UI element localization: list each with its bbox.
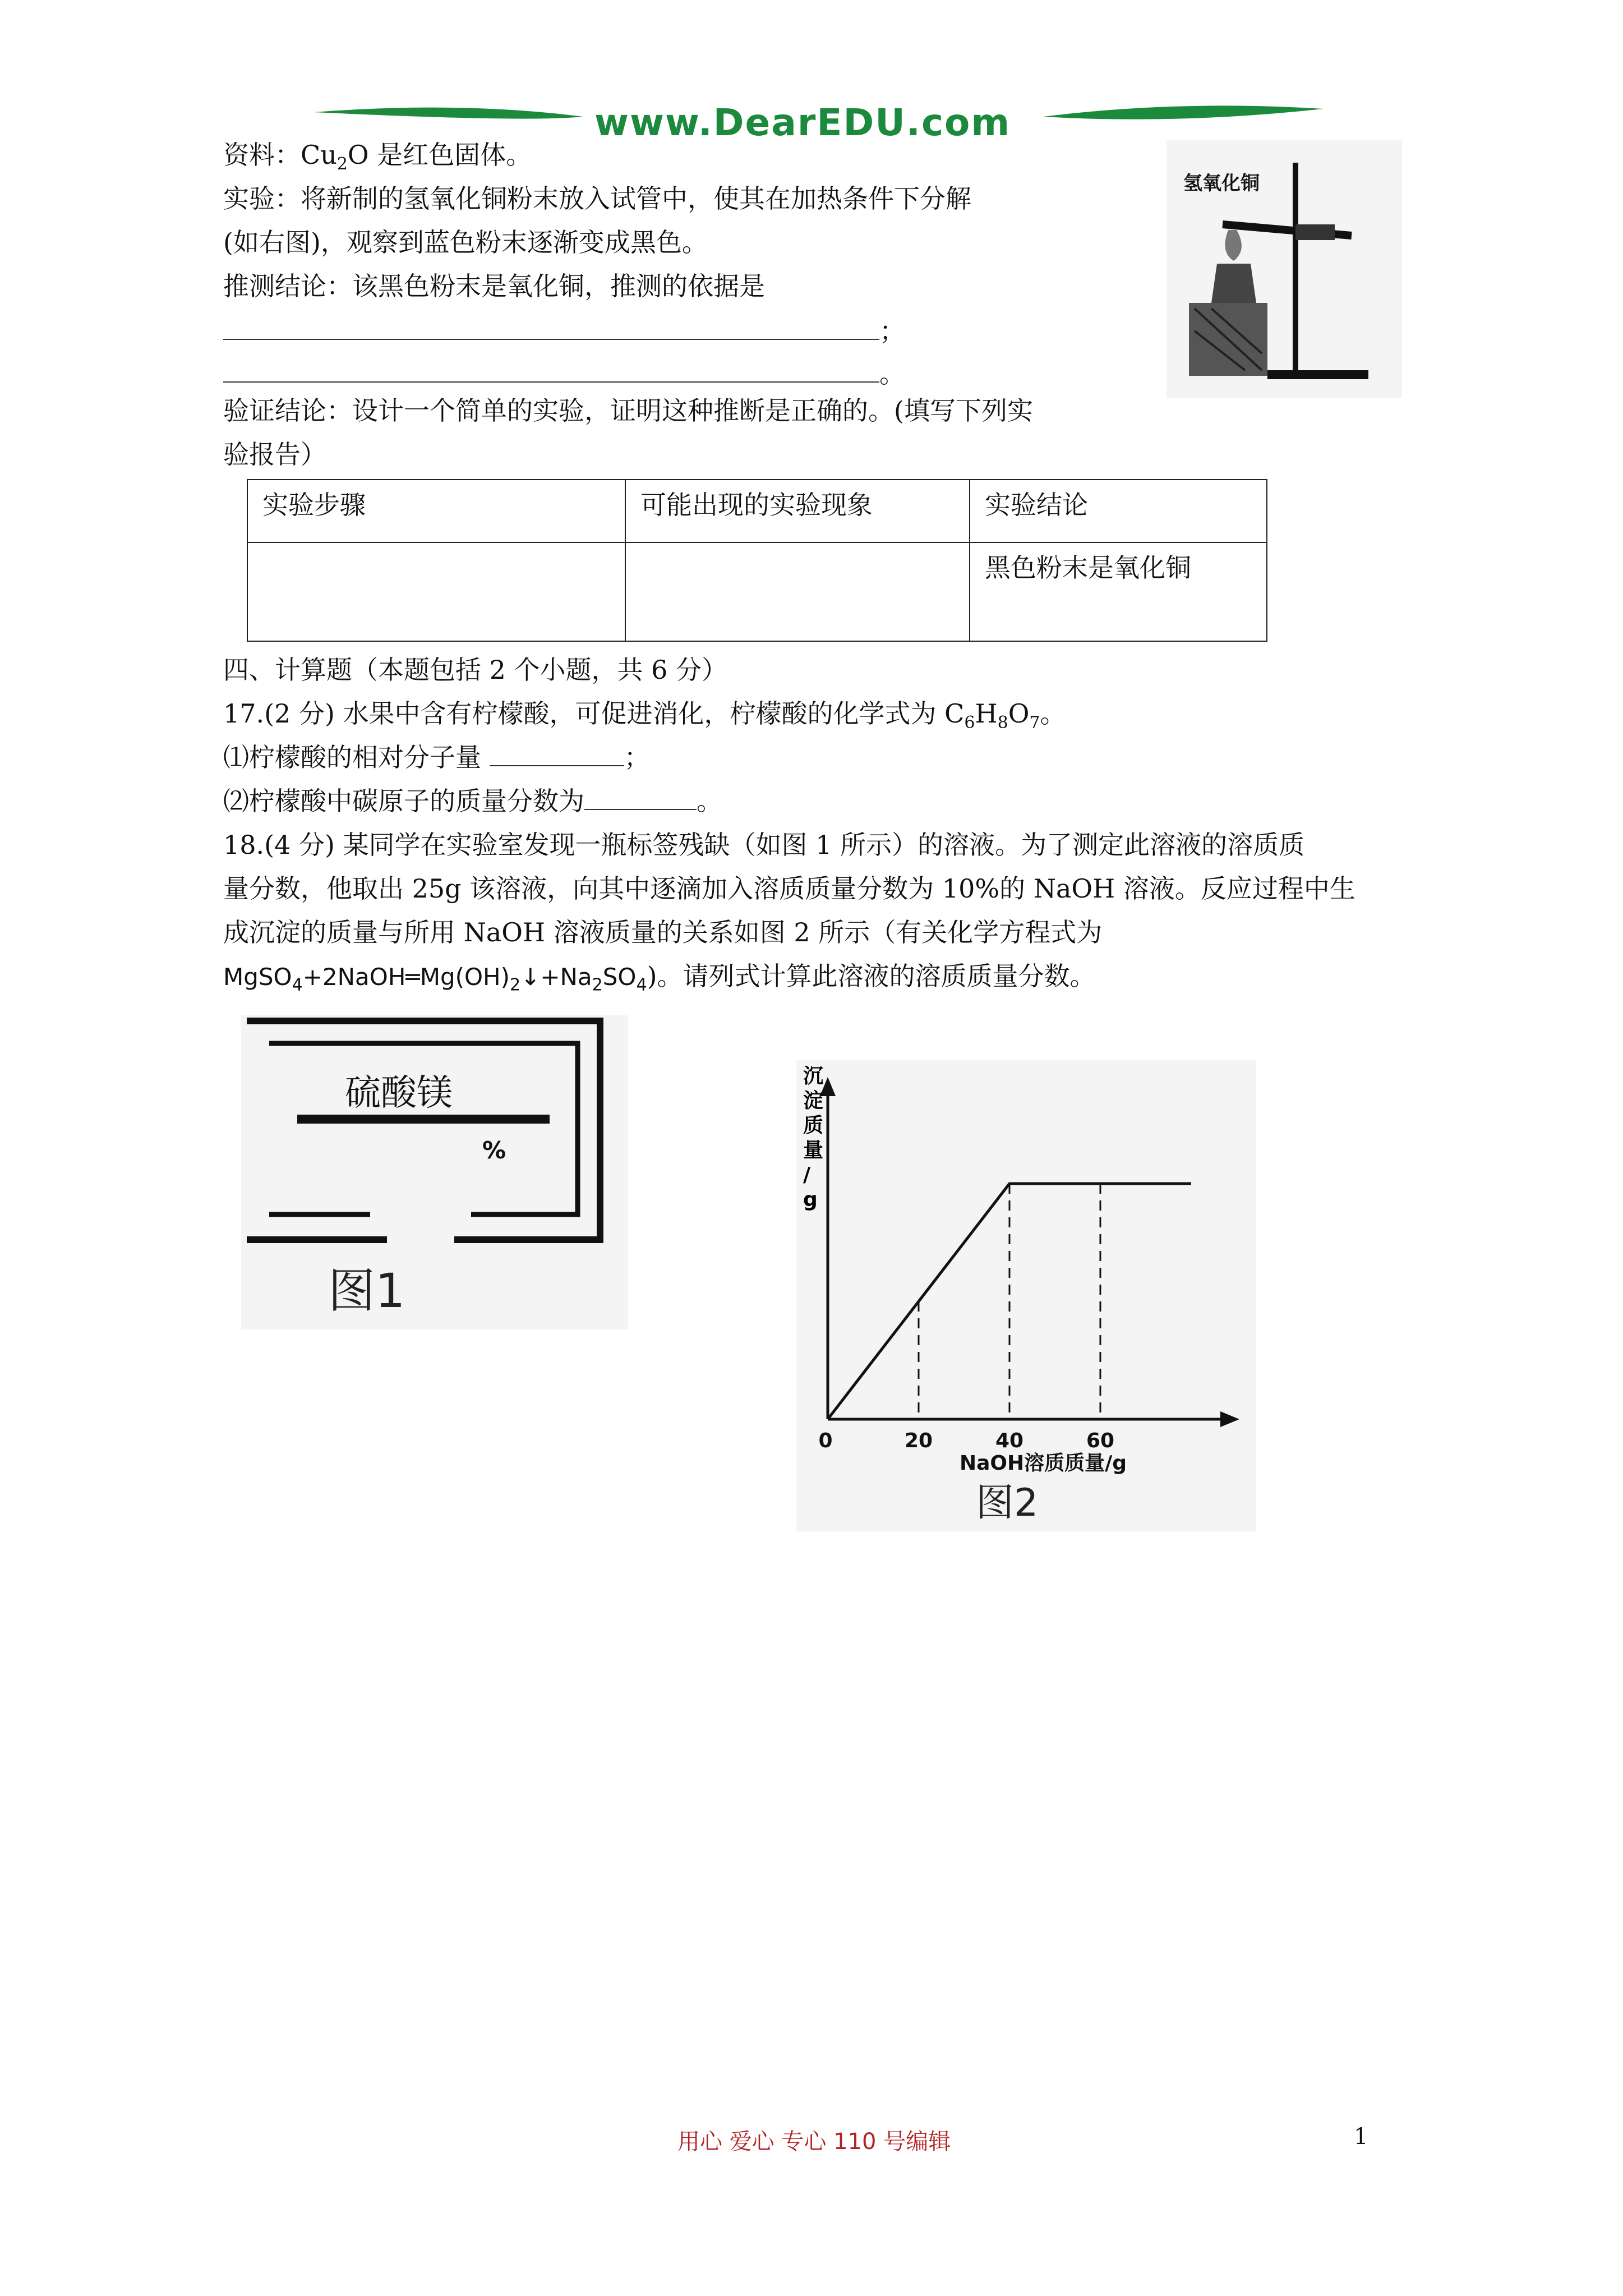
section-heading: 四、计算题（本题包括 2 个小题，共 6 分）: [223, 655, 728, 685]
figure-1-caption: 图1: [328, 1263, 405, 1318]
answer-blank[interactable]: [490, 743, 624, 766]
apparatus-image: [1166, 140, 1402, 398]
y-axis-label-char: g: [803, 1188, 818, 1211]
label-percent: %: [482, 1137, 506, 1164]
answer-blank[interactable]: [223, 316, 879, 340]
line-blank-2: 。: [223, 357, 905, 390]
y-axis-label-char: 质: [803, 1114, 824, 1137]
line-observation: (如右图)，观察到蓝色粉末逐渐变成黑色。: [223, 227, 708, 257]
question-17-part-2: ⑵柠檬酸中碳原子的质量分数为 。: [223, 786, 722, 816]
y-axis-label-char: 量: [803, 1139, 824, 1162]
line-inference: 推测结论：该黑色粉末是氧化铜，推测的依据是: [223, 271, 765, 301]
table-header-cell: 可能出现的实验现象: [625, 480, 970, 542]
question-18-line-2: 量分数，他取出 25g 该溶液，向其中逐滴加入溶质质量分数为 10%的 NaOH 溶液。反应过程中生: [223, 873, 1355, 904]
y-axis-label-char: 沉: [803, 1065, 824, 1088]
x-tick-label: 0: [818, 1429, 833, 1452]
table-cell-input[interactable]: [247, 542, 625, 641]
report-table: [247, 479, 1267, 642]
line-material: 资料：$Cu_2O$ 是红色固体。: [223, 140, 532, 174]
line-experiment: 实验：将新制的氢氧化铜粉末放入试管中，使其在加热条件下分解: [223, 183, 971, 214]
y-axis-label-char: 淀: [803, 1089, 824, 1112]
apparatus-label: 氢氧化铜: [1183, 172, 1260, 195]
question-18-line-4: $MgSO_4+2NaOH═Mg(OH)_2↓+Na_2SO_4$)。请列式计算此溶液的溶质质量分数。: [223, 961, 1096, 995]
question-17-stem: 17.(2 分) 水果中含有柠檬酸，可促进消化，柠檬酸的化学式为 $C_6H_8O_7$。: [223, 698, 1066, 733]
figure-2-caption: 图2: [976, 1481, 1039, 1525]
x-tick-label: 20: [904, 1429, 933, 1452]
line-verify: 验证结论：设计一个简单的实验，证明这种推断是正确的。(填写下列实: [223, 395, 1033, 426]
answer-blank[interactable]: [584, 786, 697, 810]
table-cell-input[interactable]: [625, 542, 970, 641]
y-axis-label-char: /: [803, 1163, 811, 1186]
x-axis-label: NaOH溶质质量/g: [959, 1452, 1127, 1475]
x-tick-label: 60: [1086, 1429, 1115, 1452]
table-header-cell: 实验结论: [970, 480, 1267, 542]
question-18-line-3: 成沉淀的质量与所用 NaOH 溶液质量的关系如图 2 所示（有关化学方程式为: [223, 917, 1103, 947]
table-header-cell: 实验步骤: [247, 480, 625, 542]
figure-2-chart: [796, 1060, 1256, 1531]
label-name: 硫酸镁: [345, 1073, 453, 1114]
figure-1: [241, 1015, 628, 1329]
page-number: 1: [1354, 2124, 1368, 2150]
site-logo-text: www.DearEDU.com: [594, 101, 1011, 144]
x-tick-label: 40: [995, 1429, 1024, 1452]
question-17-part-1: ⑴柠檬酸的相对分子量 ；: [223, 742, 650, 772]
line-blank-1: ；: [223, 314, 905, 348]
question-18-line-1: 18.(4 分) 某同学在实验室发现一瓶标签残缺（如图 1 所示）的溶液。为了测定此溶液的溶质质: [223, 830, 1305, 860]
answer-blank[interactable]: [223, 359, 879, 383]
footer-text: 用心 爱心 专心 110 号编辑: [677, 2129, 951, 2155]
table-cell: 黑色粉末是氧化铜: [970, 542, 1267, 641]
line-report: 验报告）: [223, 439, 326, 470]
